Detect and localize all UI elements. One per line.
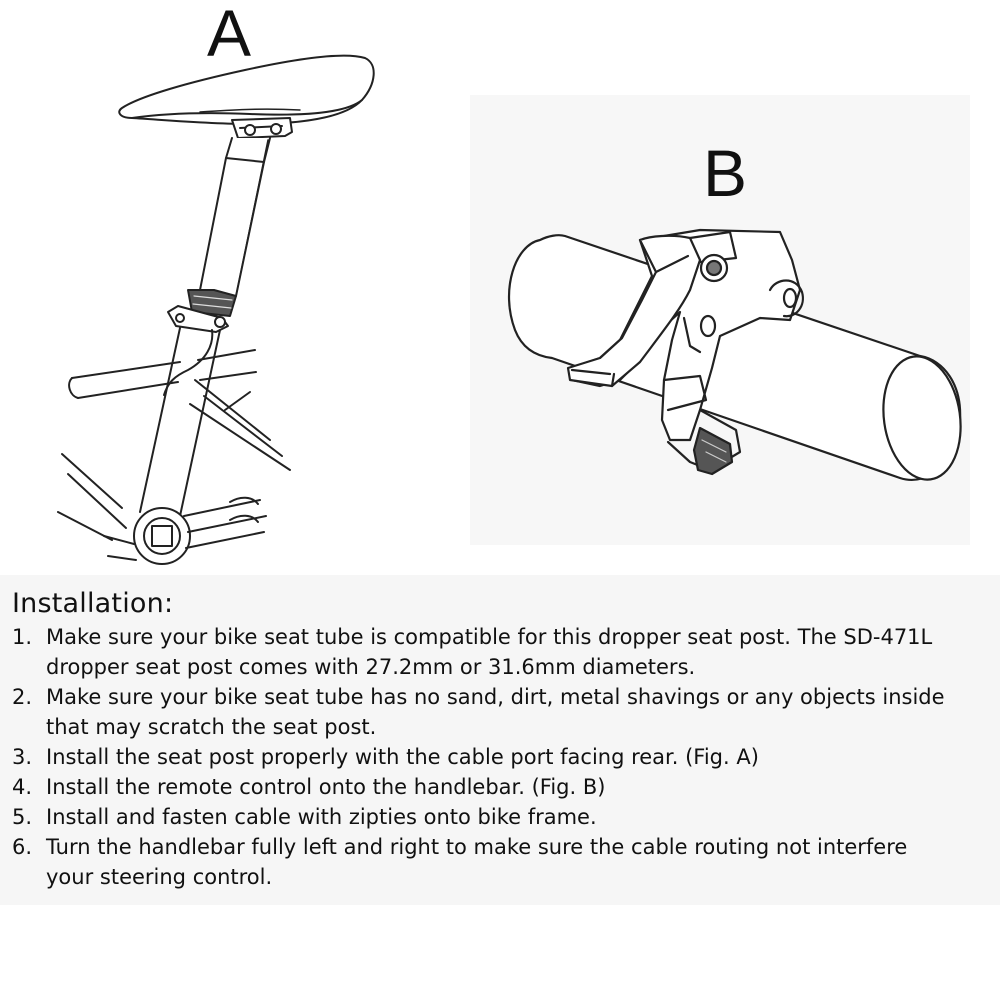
installation-step — [0, 622, 1000, 682]
step-text: Install and fasten cable with zipties onto bike frame. — [46, 805, 597, 829]
step-text: Make sure your bike seat tube has no sand, dirt, metal shavings or any objects inside — [46, 685, 945, 709]
clamp-bolt — [694, 428, 732, 474]
step-text-continued: that may scratch the seat post. — [46, 715, 377, 739]
step-text-continued: dropper seat post comes with 27.2mm or 31.6mm diameters. — [46, 655, 696, 679]
step-text: Install the seat post properly with the cable port facing rear. (Fig. A) — [46, 745, 759, 769]
step-text: Make sure your bike seat tube is compatible for this dropper seat post. The SD-471L — [46, 625, 933, 649]
installation-step — [0, 832, 1000, 892]
chain-stay — [184, 500, 266, 548]
installation-heading: Installation: — [12, 588, 174, 619]
clamp-hole — [701, 316, 715, 336]
installation-step — [0, 742, 1000, 772]
step-number: 2. — [12, 685, 33, 709]
figure-a-label: A — [207, 0, 252, 70]
saddle — [119, 56, 373, 118]
installation-step — [0, 682, 1000, 742]
step-number: 1. — [12, 625, 33, 649]
step-text: Install the remote control onto the handlebar. (Fig. B) — [46, 775, 606, 799]
step-number: 5. — [12, 805, 33, 829]
seat-stay — [190, 380, 290, 470]
installation-steps — [0, 622, 1000, 892]
step-number: 4. — [12, 775, 33, 799]
step-number: 6. — [12, 835, 33, 859]
installation-step — [0, 772, 1000, 802]
step-number: 3. — [12, 745, 33, 769]
seatpost-upper — [226, 138, 270, 162]
installation-step — [0, 802, 1000, 832]
step-text-continued: your steering control. — [46, 865, 273, 889]
seat-tube — [140, 328, 220, 516]
down-tube — [58, 454, 126, 540]
step-text: Turn the handlebar fully left and right to make sure the cable routing not interfere — [46, 835, 908, 859]
figure-b-remote-illustration — [470, 95, 970, 545]
figure-b-label: B — [703, 136, 748, 210]
figure-a-seatpost-illustration — [55, 45, 395, 570]
